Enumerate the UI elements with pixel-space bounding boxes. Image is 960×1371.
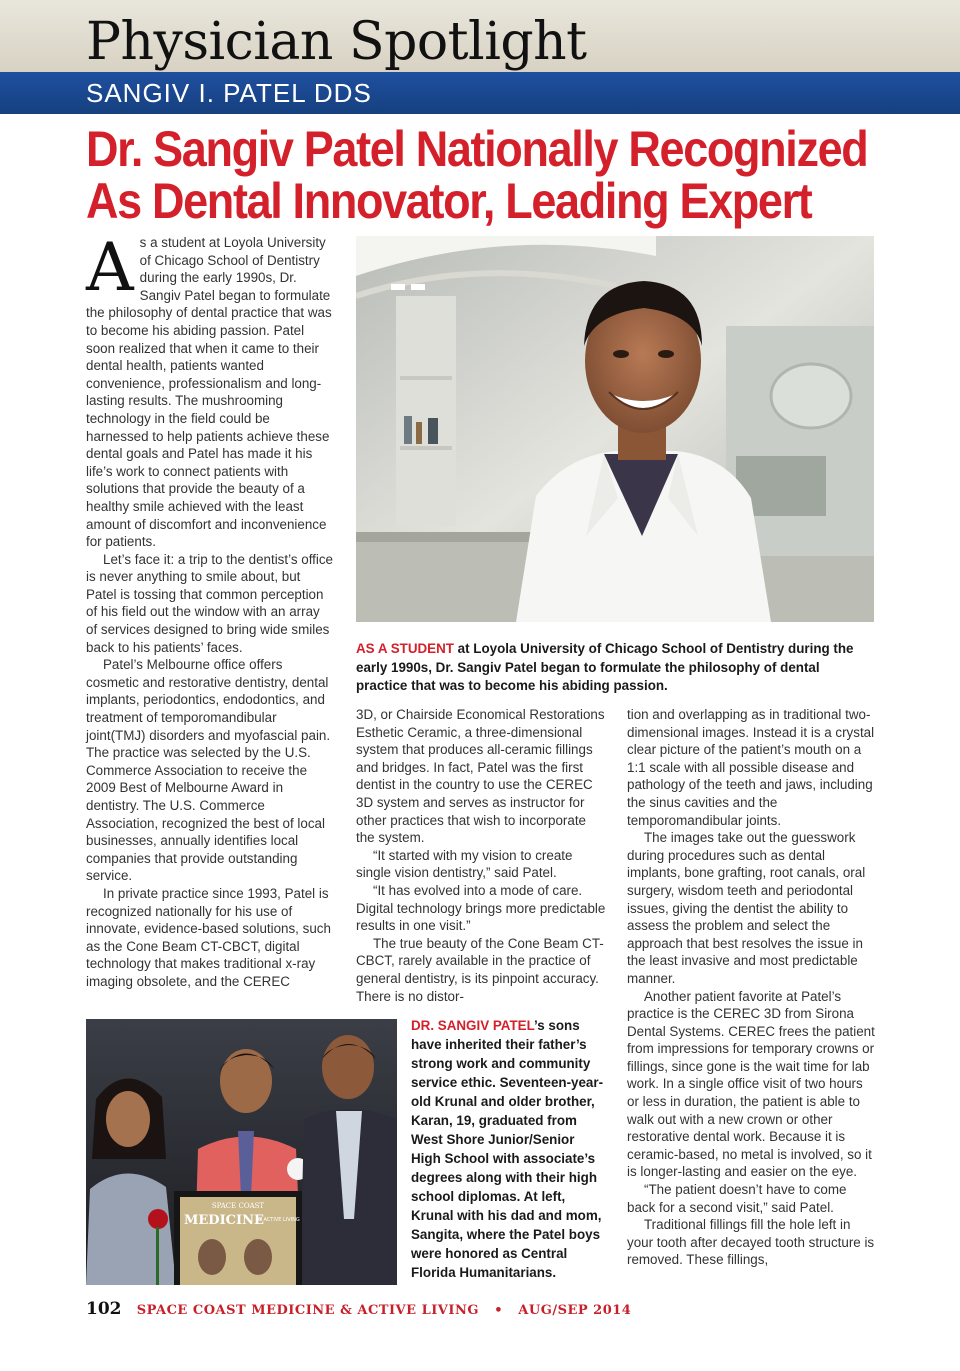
paragraph: Let’s face it: a trip to the dentist’s office is never anything to smile about, but Patel is tossing that common perception of his field out the window with an array of services designed to bring wide smiles back to his patients’ faces.: [86, 551, 334, 655]
article-column-2: [356, 706, 606, 1005]
paragraph: s a student at Loyola University of Chicago School of Dentistry during the early 1990s, Dr. Sangiv Patel began to formulate the philosophy of dental practice that was to become his abiding passion. Patel soon realized that when it came to their dental health, patients wanted convenience, professionalism and long-lasting results. The mushrooming technology in the field could be harnessed to help patients achieve these dental goals and Patel has made it his life’s work to connect patients with solutions that provide the beauty of a healthy smile achieved with the least amount of discomfort and inconvenience for patients.: [86, 235, 332, 550]
photo-caption-1: [356, 640, 874, 696]
subject-name: SANGIV I. PATEL DDS: [86, 78, 372, 108]
caption-lead: DR. SANGIV PATEL: [411, 1018, 535, 1033]
paragraph: “The patient doesn’t have to come back for a second visit,” said Patel.: [627, 1182, 847, 1215]
paragraph: 3D, or Chairside Economical Restorations Esthetic Ceramic, a three-dimensional system that produces all-ceramic fillings and bridges. In fact, Patel was the first dentist in the country to use the CEREC 3D system and serves as instructor for other practices that wish to incorporate the system.: [356, 707, 605, 846]
footer-bullet: •: [494, 1303, 504, 1318]
drop-cap: A: [86, 229, 134, 306]
paragraph: tion and overlapping as in traditional two-dimensional images. Instead it is a crystal clear picture of the patient’s mouth on a 1:1 scale with all possible disease and pathology of the teeth and jaws, including the sinus cavities and the temporomandibular joints.: [627, 707, 875, 828]
paragraph: In private practice since 1993, Patel is recognized nationally for his use of innovate, evidence-based solutions, such as the Cone Beam CT-CBCT, digital technology that makes traditional x-ray imaging obsolete, and the CEREC: [86, 885, 331, 989]
article-column-1: [86, 229, 334, 991]
family-photo: [86, 1019, 397, 1285]
caption-text: at Loyola University of Chicago School of Dentistry during the early 1990s, Dr. Sangiv Patel began to formulate the philosophy of dental practice that was to become his abiding passion.: [356, 641, 854, 693]
issue-date: AUG/SEP 2014: [518, 1303, 632, 1318]
page-footer: [86, 1299, 631, 1319]
publication-name: SPACE COAST MEDICINE & ACTIVE LIVING: [136, 1303, 479, 1318]
frame-title: SPACE COAST: [211, 1202, 265, 1210]
page-number: 102: [86, 1299, 122, 1319]
paragraph: Another patient favorite at Patel’s practice is the CEREC 3D from Sirona Dental Systems. CEREC frees the patient from impressions for temporary crowns or fillings, since gone is the wait time for lab work. In a single office visit of two hours or less in duration, the patient is able to walk out with a new crown or other restorative dental work. Because it is ceramic-based, no metal is involved, so it is longer-lasting and easier on the eye.: [627, 988, 875, 1180]
family-illustration: [86, 1019, 397, 1285]
paragraph: Patel’s Melbourne office offers cosmetic and restorative dentistry, dental implants, periodontics, endodontics, and treatment of temporomandibular joint(TMJ) disorders and myofascial pain. The practice was selected by the U.S. Commerce Association to receive the 2009 Best of Melbourne Award in dentistry. The U.S. Commerce Association, recognized the best of local businesses, annually identifies local companies that provide outstanding service.: [86, 657, 331, 884]
paragraph: The images take out the guesswork during procedures such as dental implants, bone grafting, root canals, oral surgery, wisdom teeth and periodontal issues, giving the dentist the ability to assess the problem and select the approach that best resolves the issue in the least invasive and most predictable manner.: [627, 830, 866, 986]
paragraph: Traditional fillings fill the hole left in your tooth after decayed tooth structure is removed. These fillings,: [627, 1217, 875, 1268]
portrait-illustration: [356, 236, 874, 622]
frame-sub: & ACTIVE LIVING: [258, 1217, 300, 1223]
paragraph: “It started with my vision to create single vision dentistry,” said Patel.: [356, 847, 573, 881]
portrait-photo: [356, 236, 874, 622]
paragraph: “It has evolved into a mode of care. Digital technology brings more predictable results in one visit.”: [356, 882, 606, 934]
caption-lead: AS A STUDENT: [356, 641, 454, 656]
section-title: Physician Spotlight: [86, 12, 587, 72]
photo-caption-2: [411, 1016, 607, 1282]
article-column-3: [627, 706, 875, 1269]
headline-line-2: As Dental Innovator, Leading Expert: [86, 173, 812, 229]
paragraph: The true beauty of the Cone Beam CT-CBCT, rarely available in the practice of general dentistry, is its pinpoint accuracy. There is no distor-: [356, 935, 604, 1004]
headline-line-1: Dr. Sangiv Patel Nationally Recognized: [86, 121, 868, 177]
caption-text: ’s sons have inherited their father’s strong work and community service ethic. Seventeen-year-old Krunal and older brother, Karan, 19, graduated from West Shore Junior/Senior High School with associate’s degrees along with their high school diplomas. At left, Krunal with his dad and mom, Sangita, where the Patel boys were honored as Central Florida Humanitarians.: [411, 1018, 604, 1280]
frame-masthead: MEDICINE: [184, 1213, 264, 1228]
